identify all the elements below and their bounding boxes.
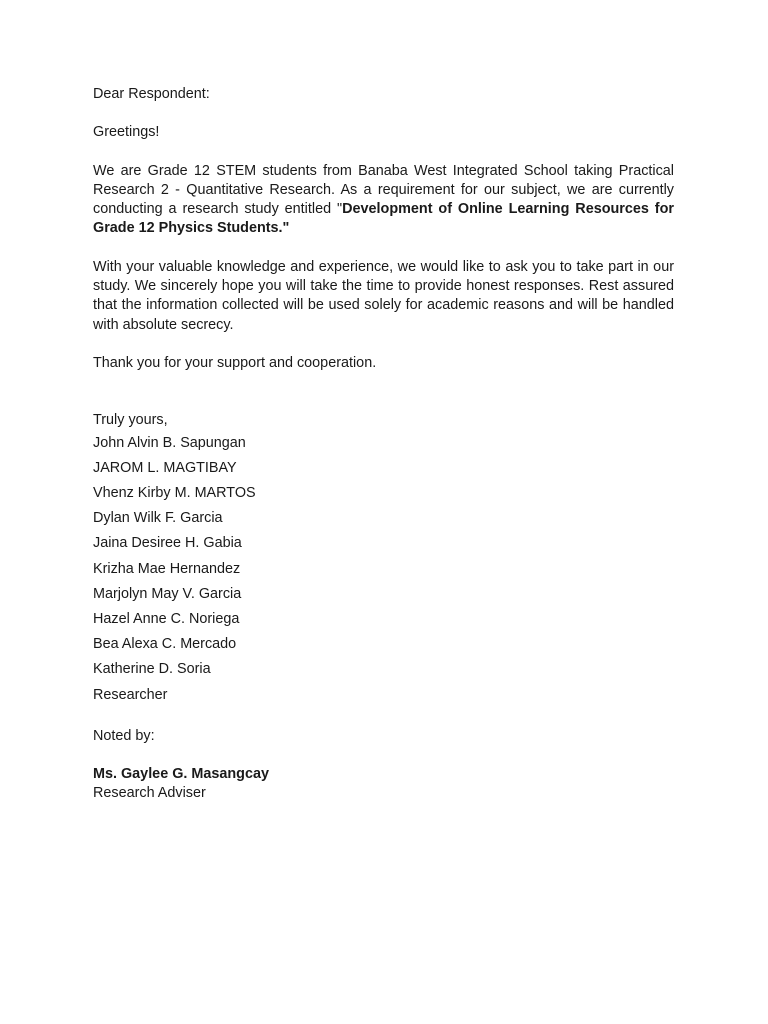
signer-name: Hazel Anne C. Noriega bbox=[93, 610, 240, 627]
salutation: Dear Respondent: bbox=[93, 86, 210, 102]
adviser-role: Research Adviser bbox=[93, 785, 206, 802]
study-title: Development of Online Learning Resources for Grade 12 Physics Students." bbox=[93, 201, 674, 237]
greeting: Greetings! bbox=[93, 124, 160, 141]
signer-name: Marjolyn May V. Garcia bbox=[93, 585, 242, 602]
signer-name: Vhenz Kirby M. MARTOS bbox=[93, 484, 256, 501]
intro-paragraph bbox=[93, 162, 674, 239]
closing: Truly yours, bbox=[93, 412, 168, 429]
signer-name: John Alvin B. Sapungan bbox=[93, 434, 246, 451]
signers-list bbox=[93, 431, 674, 708]
signer-name: Bea Alexa C. Mercado bbox=[93, 636, 237, 653]
signer-name: Krizha Mae Hernandez bbox=[93, 560, 241, 577]
signers-role: Researcher bbox=[93, 686, 168, 703]
letter bbox=[93, 85, 674, 804]
signer-name: Dylan Wilk F. Garcia bbox=[93, 510, 223, 527]
noted-by-label: Noted by: bbox=[93, 727, 155, 744]
signer-name: Katherine D. Soria bbox=[93, 661, 211, 678]
thanks-line: Thank you for your support and cooperation. bbox=[93, 354, 377, 371]
adviser-name: Ms. Gaylee G. Masangcay bbox=[93, 766, 269, 783]
signer-name: JAROM L. MAGTIBAY bbox=[93, 459, 237, 476]
intro-text: We are Grade 12 STEM students from Banaba West Integrated School taking Practical Research 2 - Quantitative Research. As a requirement for our subject, we are currently conducting a research study entitled " bbox=[93, 162, 674, 218]
request-paragraph: With your valuable knowledge and experience, we would like to ask you to take part in our study. We sincerely hope you will take the time to provide honest responses. Rest assured that the information collected will be used solely for academic reasons and will be handled with absolute secrecy. bbox=[93, 258, 674, 333]
signer-name: Jaina Desiree H. Gabia bbox=[93, 535, 242, 552]
